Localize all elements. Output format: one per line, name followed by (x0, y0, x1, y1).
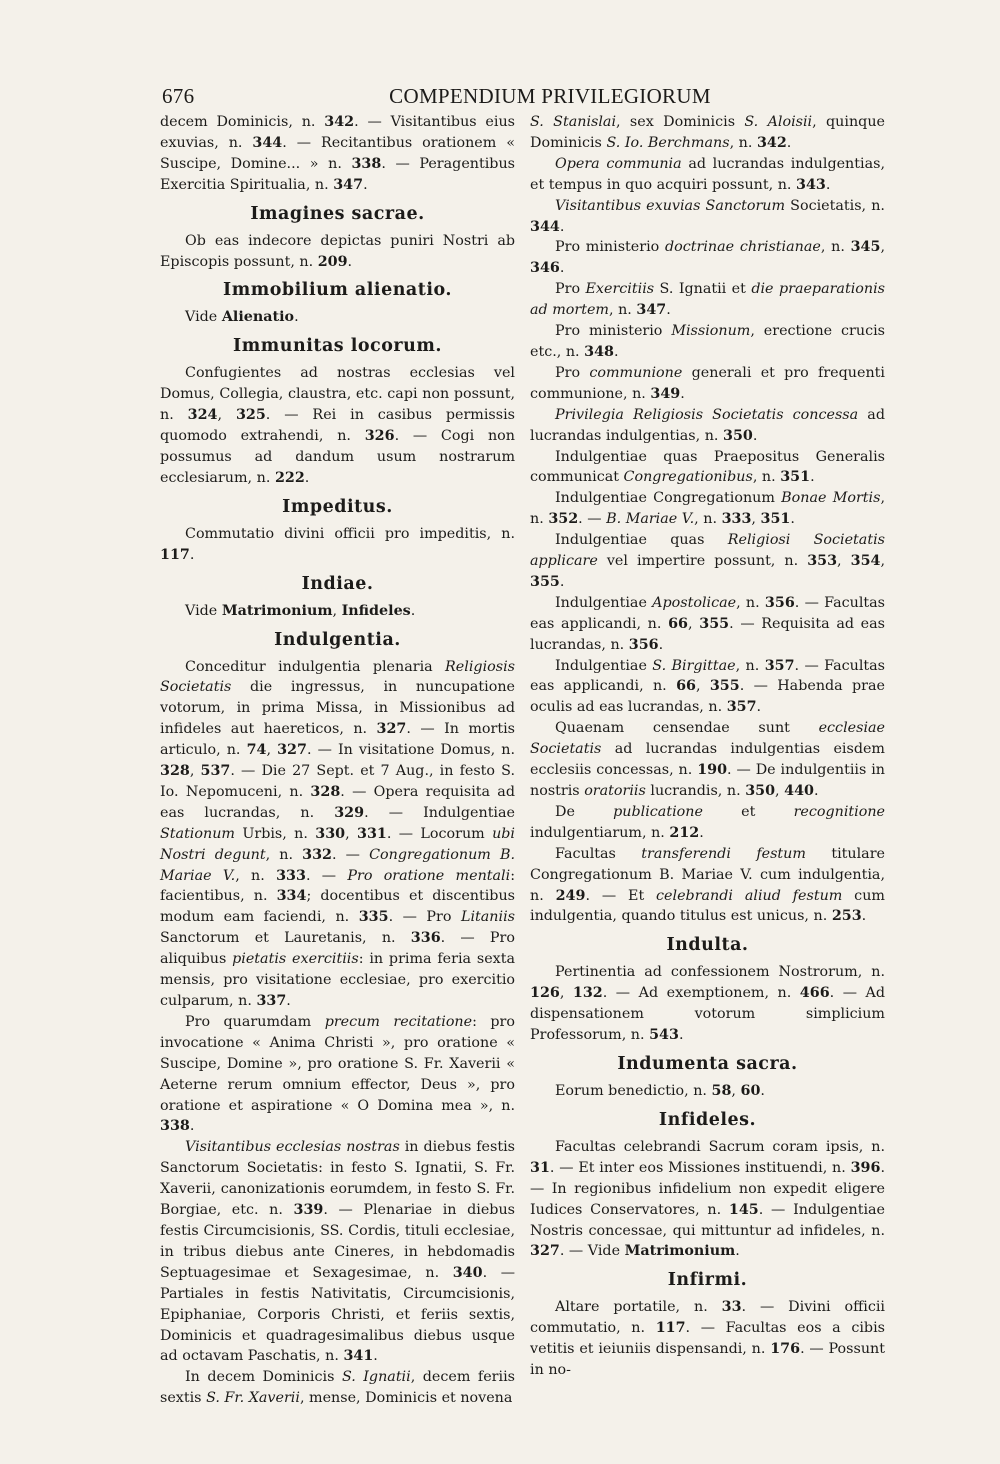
reference-number: 344 (252, 134, 283, 151)
reference-number: 327 (376, 721, 407, 738)
italic-term: celebrandi aliud festum (656, 887, 843, 904)
running-title: COMPENDIUM PRIVILEGIORUM (389, 84, 711, 108)
reference-number: 249 (555, 887, 586, 904)
entry-heading: Indulta. (666, 935, 749, 956)
entry-paragraph: Visitantibus ecclesias nostras in diebus festis Sanctorum Societatis: in festo S. Ignatii, S. Fr. Xaverii, canonizationis eorumdem, in festo S. Fr. Borgiae, etc. n. 339. — Plenariae in diebus festis Circumcisionis, SS. Cordis, tituli ecclesiae, in tribus diebus ante Cineres, in hebdomadis Septuagesimae et Sexagesimae, n. 340. — Partiales in festis Nativitatis, Circumcisionis, Epiphaniae, Corporis Christi, et feriis sextis, Dominicis et quadragesimalibus diebus usque ad octavam Paschatis, n. 341. (160, 1139, 515, 1365)
reference-number: 396 (850, 1159, 881, 1176)
reference-number: 342 (324, 114, 355, 130)
italic-term: Pro oratione mentali (347, 867, 511, 884)
reference-number: 58 (711, 1082, 732, 1099)
italic-term: Opera communia (555, 155, 682, 172)
page-number: 676 (162, 84, 195, 108)
reference-number: 338 (160, 1118, 190, 1135)
reference-number: 350 (745, 783, 776, 799)
entry-paragraph: Indulgentiae quas Religiosi Societatis applicare vel impertire possunt, n. 353, 354, 355. (530, 532, 886, 590)
right-column (530, 112, 885, 1381)
entry-heading: Indulgentia. (274, 629, 401, 650)
entry-paragraph: Indulgentiae quas Praepositus Generalis communicat Congregationibus, n. 351. (530, 448, 885, 486)
reference-number: 357 (764, 657, 795, 674)
reference-number: 537 (200, 763, 231, 780)
reference-number: 340 (452, 1264, 483, 1281)
reference-number: 347 (636, 302, 667, 319)
running-header (160, 80, 880, 112)
entry-paragraph: Quaenam censendae sunt ecclesiae Societatis ad lucrandas indulgentias eisdem ecclesiis concessas, n. 190. — De indulgentiis in nostris oratoriis lucrandis, n. 350, 440. (530, 720, 886, 799)
entry-heading: Indumenta sacra. (617, 1053, 798, 1074)
reference-number: 325 (235, 407, 266, 424)
reference-number: 543 (649, 1027, 679, 1044)
reference-number: 357 (726, 699, 757, 716)
reference-number: 354 (850, 553, 881, 570)
reference-number: 333 (721, 511, 752, 528)
reference-number: 253 (831, 908, 862, 925)
reference-number: Matrimonium (624, 1243, 736, 1260)
reference-number: 338 (351, 155, 382, 172)
reference-number: Matrimonium (221, 602, 333, 619)
italic-term: Religiosi Societatis applicare (530, 532, 885, 570)
entry-paragraph: Indulgentiae S. Birgittae, n. 357. — Facultas eas applicandi, n. 66, 355. — Habenda prae oculis ad eas lucrandas, n. 357. (530, 657, 886, 716)
entry-paragraph: Ob eas indecore depictas puniri Nostri ab Episcopis possunt, n. 209. (160, 232, 515, 270)
entry-paragraph: Facultas celebrandi Sacrum coram ipsis, n. 31. — Et inter eos Missiones instituendi, n. 396. — In regionibus infidelium non expedit eligere Iudices Conservatores, n. 145. — Indulgentiae Nostris concessae, qui mittuntur ad infideles, n. 327. — Vide Matrimonium. (530, 1138, 885, 1260)
entry-paragraph: Altare portatile, n. 33. — Divini officii commutatio, n. 117. — Facultas eos a cibis vetitis et ieiuniis dispensandi, n. 176. — Possunt in no- (530, 1299, 885, 1379)
reference-number: 117 (655, 1320, 686, 1337)
italic-term: Litaniis (460, 909, 515, 926)
entry-paragraph: De publicatione et recognitione indulgentiarum, n. 212. (530, 803, 886, 841)
italic-term: recognitione (793, 803, 886, 820)
reference-number: 335 (358, 909, 389, 926)
reference-number: 345 (850, 239, 881, 256)
reference-number: 346 (530, 260, 560, 277)
reference-number: 350 (723, 427, 753, 444)
reference-number: 66 (668, 615, 689, 632)
reference-number: 355 (699, 615, 730, 632)
italic-term: oratoriis (584, 783, 646, 799)
reference-number: 66 (676, 678, 696, 695)
reference-number: 126 (530, 985, 560, 1002)
italic-term: ecclesiae Societatis (530, 720, 885, 758)
reference-number: 132 (572, 985, 603, 1002)
reference-number: 440 (784, 783, 814, 799)
reference-number: 74 (246, 742, 267, 759)
entry-paragraph: Privilegia Religiosis Societatis concessa ad lucrandas indulgentias, n. 350. (530, 406, 885, 444)
entry-heading: Impeditus. (282, 496, 393, 517)
italic-term: S. Ignatii (341, 1369, 411, 1386)
entry-heading: Infideles. (658, 1109, 757, 1130)
italic-term: Exercitiis (585, 281, 655, 298)
entry-paragraph: Conceditur indulgentia plenaria Religiosis Societatis die ingressus, in nuncupatione votorum, in prima Missa, in Missionibus ad infideles aut haereticos, n. 327. — In mortis articulo, n. 74, 327. — In visitatione Domus, n. 328, 537. — Die 27 Sept. et 7 Aug., in festo S. Io. Nepomuceni, n. 328. — Opera requisita ad eas lucrandas, n. 329. — Indulgentiae Stationum Urbis, n. 330, 331. — Locorum ubi Nostri degunt, n. 332. — Congregationum B. Mariae V., n. 333. — Pro oratione mentali: facientibus, n. 334; docentibus et discentibus modum eam faciendi, n. 335. — Pro Litaniis Sanctorum et Lauretanis, n. 336. — Pro aliquibus pietatis exercitiis: in prima feria sexta mensis, pro visitatione ecclesiae, pro exercitio culparum, n. 337. (160, 658, 516, 1009)
reference-number: 327 (277, 742, 307, 759)
entry-paragraph: Confugientes ad nostras ecclesias vel Domus, Collegia, claustra, etc. capi non possunt, n. 324, 325. — Rei in casibus permissis quomodo extrahendi, n. 326. — Cogi non possumus ad dandum usum nostrarum ecclesiarum, n. 222. (160, 365, 515, 486)
reference-number: 145 (728, 1201, 759, 1218)
entry-paragraph: Vide Matrimonium, Infideles. (185, 602, 416, 619)
reference-number: 336 (410, 930, 441, 947)
reference-number: 222 (274, 469, 305, 486)
entry-paragraph: Pertinentia ad confessionem Nostrorum, n. 126, 132. — Ad exemptionem, n. 466. — Ad dispensationem votorum simplicium Professorum, n. 543. (530, 964, 885, 1044)
reference-number: 329 (334, 804, 365, 821)
reference-number: 351 (760, 511, 791, 528)
italic-term: die praeparationis ad mortem (530, 281, 885, 319)
reference-number: 324 (187, 407, 218, 424)
italic-term: publicatione (613, 803, 703, 820)
entry-paragraph: S. Stanislai, sex Dominicis S. Aloisii, quinque Dominicis S. Io. Berchmans, n. 342. (530, 114, 885, 151)
italic-term: ubi Nostri degunt (160, 825, 515, 863)
italic-term: Missionum (671, 323, 751, 340)
entry-paragraph: Pro ministerio Missionum, erectione crucis etc., n. 348. (530, 323, 885, 360)
italic-term: S. Birgittae (652, 657, 736, 674)
italic-term: S. Stanislai (530, 114, 617, 130)
reference-number: 343 (796, 176, 826, 193)
entry-paragraph: In decem Dominicis S. Ignatii, decem feriis sextis S. Fr. Xaverii, mense, Dominicis et novena (160, 1369, 516, 1407)
italic-term: communione (589, 364, 683, 381)
reference-number: 334 (276, 888, 307, 905)
reference-number: 352 (548, 511, 579, 528)
reference-number: 326 (364, 428, 395, 445)
reference-number: 212 (669, 824, 700, 841)
reference-number: 328 (160, 763, 190, 780)
reference-number: 351 (780, 469, 811, 486)
italic-term: Apostolicae (652, 594, 737, 611)
reference-number: 342 (756, 134, 787, 151)
reference-number: Infideles (341, 602, 411, 619)
reference-number: 333 (276, 867, 306, 884)
entry-paragraph: Indulgentiae Congregationum Bonae Mortis, n. 352. — B. Mariae V., n. 333, 351. (530, 490, 885, 528)
entry-paragraph: Eorum benedictio, n. 58, 60. (555, 1082, 765, 1099)
italic-term: S. Io. Berchmans (606, 134, 730, 151)
reference-number: 330 (315, 825, 346, 842)
reference-number: 347 (333, 176, 364, 193)
reference-number: 339 (293, 1202, 324, 1219)
reference-number: 328 (310, 783, 341, 800)
entry-paragraph: Pro ministerio doctrinae christianae, n. 345, 346. (530, 239, 885, 277)
italic-term: transferendi festum (641, 845, 806, 862)
left-column (160, 112, 515, 1409)
italic-term: Visitantibus exuvias Sanctorum (555, 197, 786, 214)
reference-number: 337 (256, 993, 287, 1009)
italic-term: Visitantibus ecclesias nostras (185, 1139, 400, 1156)
reference-number: 117 (160, 546, 190, 563)
reference-number: 341 (343, 1348, 374, 1365)
italic-term: Stationum (160, 825, 235, 842)
italic-term: S. Fr. Xaverii (206, 1390, 300, 1407)
reference-number: 327 (530, 1243, 560, 1260)
reference-number: 353 (807, 553, 838, 570)
reference-number: 355 (709, 678, 740, 695)
entry-paragraph: Commutatio divini officii pro impeditis, n. 117. (160, 525, 515, 563)
entry-paragraph: Facultas transferendi festum titulare Congregationum B. Mariae V. cum indulgentia, n. 249. — Et celebrandi aliud festum cum indulgentia, quando titulus est unicus, n. 253. (530, 845, 885, 925)
italic-term: B. Mariae V. (606, 511, 695, 528)
italic-term: pietatis exercitiis (232, 951, 359, 968)
italic-term: doctrinae christianae (665, 239, 821, 256)
reference-number: 331 (357, 825, 387, 842)
reference-number: 344 (530, 218, 560, 235)
italic-term: Bonae Mortis (781, 490, 881, 507)
reference-number: 31 (530, 1159, 550, 1176)
entry-heading: Imagines sacrae. (250, 203, 425, 224)
entry-paragraph: Pro communione generali et pro frequenti communione, n. 349. (530, 364, 885, 402)
entry-heading: Infirmi. (667, 1270, 748, 1291)
reference-number: Alienatio (221, 309, 295, 326)
italic-term: Privilegia Religiosis Societatis concessa (555, 406, 859, 423)
reference-number: 209 (317, 253, 348, 270)
reference-number: 348 (584, 343, 614, 360)
entry-heading: Indiae. (301, 573, 374, 594)
entry-heading: Immunitas locorum. (233, 336, 442, 357)
entry-paragraph: Pro quarumdam precum recitatione: pro invocatione « Anima Christi », pro oratione « Suscipe, Domine », pro oratione S. Fr. Xaverii « Aeterne rerum omnium effector, Deus », pro oratione et aspiratione « O Domina mea », n. 338. (160, 1013, 515, 1135)
entry-paragraph: Visitantibus exuvias Sanctorum Societatis, n. 344. (530, 197, 885, 235)
italic-term: Congregationum B. Mariae V. (160, 846, 515, 884)
italic-term: Congregationibus (623, 469, 753, 486)
reference-number: 33 (721, 1299, 742, 1316)
reference-number: 176 (770, 1341, 801, 1358)
reference-number: 355 (530, 573, 560, 590)
italic-term: Religiosis Societatis (160, 658, 515, 696)
reference-number: 356 (628, 636, 659, 653)
entry-paragraph: Pro Exercitiis S. Ignatii et die praeparationis ad mortem, n. 347. (530, 281, 885, 319)
italic-term: S. Aloisii (744, 114, 813, 130)
italic-term: precum recitatione (324, 1013, 473, 1030)
reference-number: 190 (697, 762, 728, 779)
reference-number: 332 (302, 846, 332, 863)
reference-number: 356 (764, 594, 795, 611)
entry-paragraph: Vide Alienatio. (185, 309, 299, 326)
reference-number: 466 (799, 985, 830, 1002)
entry-paragraph: Opera communia ad lucrandas indulgentias, et tempus in quo acquiri possunt, n. 343. (530, 155, 885, 193)
entry-heading: Immobilium alienatio. (223, 280, 452, 301)
entry-paragraph: Indulgentiae Apostolicae, n. 356. — Facultas eas applicandi, n. 66, 355. — Requisita ad eas lucrandas, n. 356. (530, 594, 885, 653)
entry-paragraph: decem Dominicis, n. 342. — Visitantibus eius exuvias, n. 344. — Recitantibus orationem « Suscipe, Domine... » n. 338. — Peragentibus Exercitia Spiritualia, n. 347. (160, 114, 515, 193)
reference-number: 60 (740, 1082, 761, 1099)
reference-number: 349 (650, 385, 681, 402)
